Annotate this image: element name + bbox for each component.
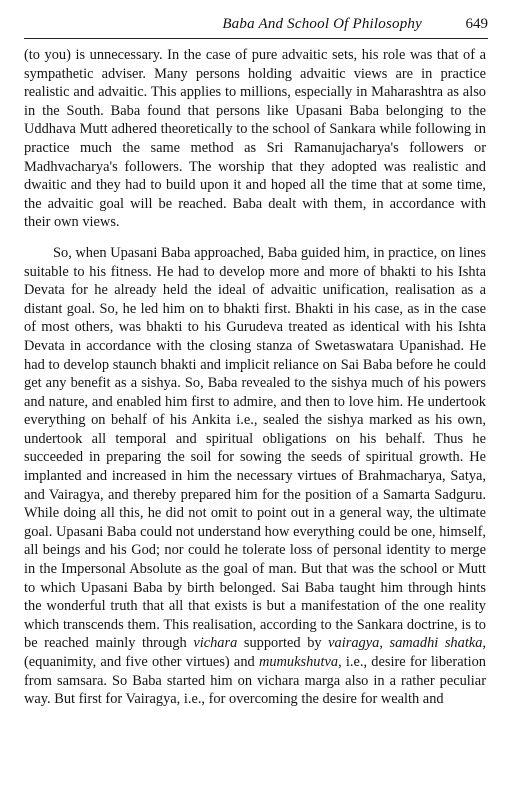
paragraph-2-main: So, when Upasani Baba approached, Baba guided him, in practice, on lines suitable to his fitness. He had to develop more and more of bhakti to his Ishta Devata for he already held the ideal of advaitic unification, realisation as a distant goal. So, he led him on to bhakti first. Bhakti in his case, as in the case of most others, was bhakti to his Gurudeva treated as identical with his Ishta Devata in accordance with the closing stanza of Swetaswatara Upanishad. He had to develop staunch bhakti and implicit reliance on Sai Baba before he could get any benefit as a sishya. So, Baba revealed to the sishya much of his powers and nature, and enabled him first to admire, and then to love him. He undertook everything on behalf of his Ankita i.e., sealed the sishya marked as his own, undertook all temporal and spiritual obligations on his behalf. Thus he succeeded in preparing the soil for sowing the seeds of spiritual growth. He implanted and increased in him the necessary virtues of Brahmacharya, Satya, and Vairagya, and thereby prepared him for the position of a Samarta Sadguru. While doing all this, he did not omit to point out in a general way, the ultimate goal. Upasani Baba could not understand how everything could be one, himself, all beings and his God; nor could he tolerate loss of personal identity to merge in the Impersonal Absolute as the goal of man. But that was the school or Mutt to which Upasani Baba by birth belonged. Sai Baba taught him through hints the wonderful truth that all that exists is but a manifestation of the one reality which transcends them. This realisation, according to the Sankara doctrine, is to be reached mainly through: [24, 244, 486, 652]
supported-by-text: supported by: [243, 635, 322, 652]
equanimity-text: (equanimity, and five other virtues) and: [24, 654, 255, 670]
paragraph-2: [24, 244, 486, 709]
page-header: [24, 14, 488, 39]
term-vichara: vichara: [193, 635, 238, 652]
term-mumukshutva: mumukshutva,: [258, 654, 342, 670]
page-body: [24, 46, 486, 709]
page-number: 649: [465, 16, 488, 32]
paragraph-2-ending: i.e., desire for liberation from samsara. So Baba started him on vichara marga also in a rather peculiar way. But first for Vairagya, i.e., for overcoming the desire for wealth and: [24, 654, 486, 708]
paragraph-1: (to you) is unnecessary. In the case of pure advaitic sets, his role was that of a sympathetic adviser. Many persons holding advaitic views are in practice realistic and advaitic. This applies to millions, especially in Maharashtra as also in the South. Baba found that persons like Upasani Baba belonging to the Uddhava Mutt adhered theoretically to the school of Sankara while following in practice much the same method as Sri Ramanujacharya's followers or Madhvacharya's followers. The worship that they adopted was realistic and dwaitic and they had to build upon it and hoped all the time that at some time, the advaitic goal will be reached. Baba dealt with them, in accordance with their own views.: [24, 47, 486, 231]
running-title: Baba And School Of Philosophy: [222, 16, 422, 32]
term-vairagya-samadhi-shatka: vairagya, samadhi shatka,: [328, 635, 486, 652]
